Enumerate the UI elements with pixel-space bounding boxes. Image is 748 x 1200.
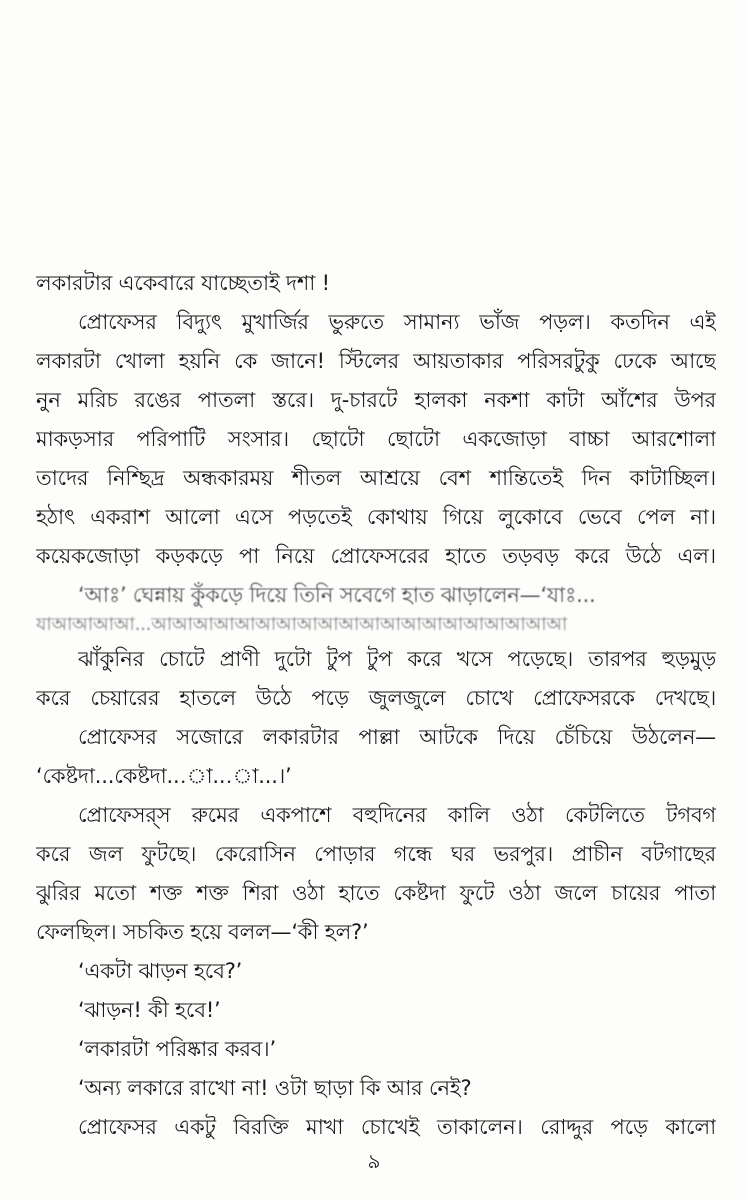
text-line-17: ঝুরির মতো শক্ত শক্ত শিরা ওঠা হাতে কেষ্টদা ফুটে ওঠা জলে চায়ের পাতা bbox=[36, 881, 716, 905]
text-line-13: প্রোফেসর সজোরে লকারটার পাল্লা আটকে দিয়ে চেঁচিয়ে উঠলেন— bbox=[78, 725, 716, 749]
text-line-12: করে চেয়ারের হাতলে উঠে পড়ে জুলজুলে চোখে প্রোফেসরকে দেখছে। bbox=[36, 686, 716, 710]
text-line-6: তাদের নিশ্ছিদ্র অন্ধকারময় শীতল আশ্রয়ে বেশ শান্তিতেই দিন কাটাচ্ছিল। bbox=[36, 466, 716, 490]
text-line-15: প্রোফেসর্‌স রুমের একপাশে বহুদিনের কালি ওঠা কেটলিতে টগবগ bbox=[78, 803, 716, 827]
text-line-14: ‘কেষ্টদা...কেষ্টদা...া...া...।’ bbox=[36, 764, 292, 788]
text-line-1: লকারটার একেবারে যাচ্ছেতাই দশা ! bbox=[36, 271, 330, 295]
text-line-3: লকারটা খোলা হয়নি কে জানে! স্টিলের আয়তাকার পরিসরটুকু ঢেকে আছে bbox=[36, 349, 716, 373]
text-line-7: হঠাৎ একরাশ আলো এসে পড়তেই কোথায় গিয়ে লুকোবে ভেবে পেল না। bbox=[36, 505, 716, 529]
text-line-18: ফেলছিল। সচকিত হয়ে বলল—‘কী হল?’ bbox=[36, 920, 369, 944]
text-line-10: যাআআআআ...আআআআআআআআআআআআআআআআআআআআ bbox=[36, 614, 568, 635]
text-line-16: করে জল ফুটছে। কেরোসিন পোড়ার গন্ধে ঘর ভরপুর। প্রাচীন বটগাছের bbox=[36, 842, 716, 866]
page-number: ৯ bbox=[367, 1149, 381, 1173]
text-line-19: ‘একটা ঝাড়ন হবে?’ bbox=[78, 959, 243, 983]
text-line-11: ঝাঁকুনির চোটে প্রাণী দুটো টুপ টুপ করে খসে পড়েছে। তারপর হুড়মুড় bbox=[78, 647, 716, 671]
text-line-2: প্রোফেসর বিদ্যুৎ মুখার্জির ভুরুতে সামান্য ভাঁজ পড়ল। কতদিন এই bbox=[78, 310, 716, 334]
text-line-21: ‘লকারটা পরিষ্কার করব।’ bbox=[78, 1037, 276, 1061]
text-line-22: ‘অন্য লকারে রাখো না! ওটা ছাড়া কি আর নেই? bbox=[78, 1076, 472, 1100]
text-line-8: কয়েকজোড়া কড়কড়ে পা নিয়ে প্রোফেসরের হাতে তড়বড় করে উঠে এল। bbox=[36, 544, 716, 568]
text-line-20: ‘ঝাড়ন! কী হবে!’ bbox=[78, 998, 221, 1022]
text-line-23: প্রোফেসর একটু বিরক্তি মাখা চোখেই তাকালেন। রোদ্দুর পড়ে কালো bbox=[78, 1115, 716, 1139]
text-line-4: নুন মরিচ রঙের পাতলা স্তরে। দু-চারটে হালকা নকশা কাটা আঁশের উপর bbox=[36, 388, 716, 412]
text-line-5: মাকড়সার পরিপাটি সংসার। ছোটো ছোটো একজোড়া বাচ্চা আরশোলা bbox=[36, 427, 716, 451]
text-line-9: ‘আঃ’ ঘেন্নায় কুঁকড়ে দিয়ে তিনি সবেগে হাত ঝাড়ালেন—‘যাঃ... bbox=[78, 583, 596, 607]
